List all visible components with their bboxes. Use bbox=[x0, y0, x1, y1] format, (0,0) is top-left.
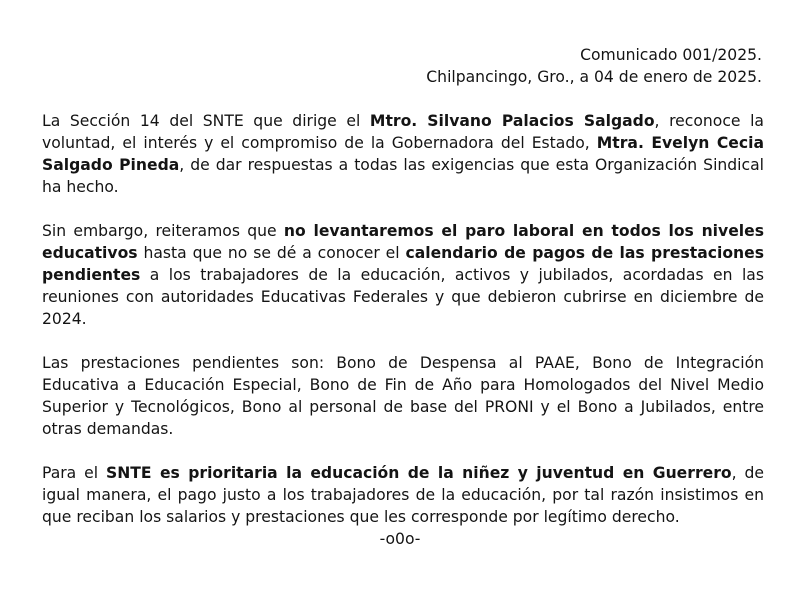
paragraph-text: Las prestaciones pendientes son: Bono de Despensa al PAAE, Bono de Integración Educativa a Educación Especial, Bono de Fin de Año para Homologados del Nivel Medio Superior y Tecnológicos, Bono al personal de base del PRONI y el Bono a Jubilados, entre otras demandas. bbox=[42, 354, 764, 438]
paragraph-text: , de dar respuestas a todas las exigencias que esta Organización Sindical ha hecho. bbox=[42, 156, 764, 196]
emphasized-text: no levantaremos el paro laboral en todos los niveles educativos bbox=[42, 222, 764, 262]
paragraph-text: , reconoce la voluntad, el interés y el compromiso de la Gobernadora del Estado, bbox=[42, 112, 764, 152]
body-paragraph bbox=[42, 110, 764, 198]
body-paragraph bbox=[42, 352, 764, 440]
paragraph-text: hasta que no se dé a conocer el bbox=[137, 244, 406, 262]
paragraph-text: Sin embargo, reiteramos que bbox=[42, 222, 284, 240]
emphasized-text: calendario de pagos de las prestaciones pendientes bbox=[42, 244, 764, 284]
paragraph-text: a los trabajadores de la educación, activos y jubilados, acordadas en las reuniones con autoridades Educativas Federales y que debieron cubrirse en diciembre de 2024. bbox=[42, 266, 764, 328]
emphasized-text: Mtro. Silvano Palacios Salgado bbox=[369, 112, 655, 130]
emphasized-text: SNTE es prioritaria la educación de la niñez y juventud en Guerrero bbox=[106, 464, 732, 482]
paragraph-text: Para el bbox=[42, 464, 106, 482]
body-paragraph bbox=[42, 220, 764, 330]
closing-mark: -o0o- bbox=[379, 530, 421, 548]
emphasized-text: Mtra. Evelyn Cecia Salgado Pineda bbox=[42, 134, 764, 174]
paragraph-text: La Sección 14 del SNTE que dirige el bbox=[42, 112, 370, 130]
body-paragraph bbox=[42, 462, 764, 528]
document-body bbox=[42, 110, 764, 550]
paragraph-text: , de igual manera, el pago justo a los trabajadores de la educación, por tal razón insistimos en que reciban los salarios y prestaciones que les corresponde por legítimo derecho. bbox=[42, 464, 764, 526]
communique-number: Comunicado 001/2025. bbox=[580, 46, 762, 64]
cropped-heading bbox=[150, 0, 650, 8]
document-header bbox=[426, 44, 762, 88]
place-and-date: Chilpancingo, Gro., a 04 de enero de 2025. bbox=[426, 68, 762, 86]
